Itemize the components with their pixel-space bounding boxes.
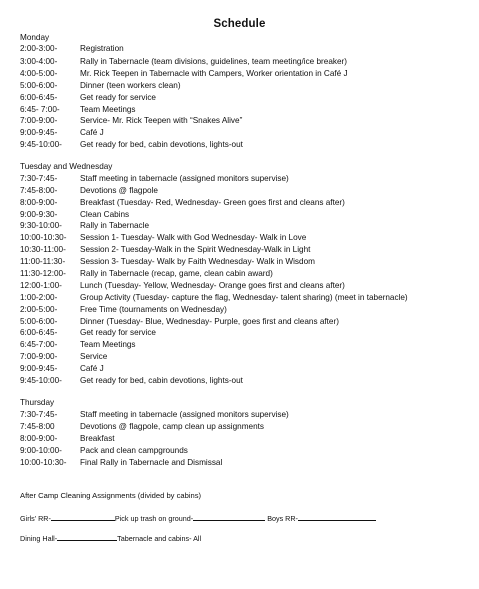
row-event: Breakfast	[80, 434, 115, 443]
row-event: Café J	[80, 364, 104, 373]
row-time: 11:00-11:30-	[20, 257, 66, 266]
row-event: Lunch (Tuesday- Yellow, Wednesday- Orange goes first and cleans after)	[80, 281, 345, 290]
row-time: 5:00-6:00-	[20, 81, 58, 90]
girls-rr-blank[interactable]	[51, 512, 115, 521]
row-time: 9:45-10:00-	[20, 140, 62, 149]
row-event: Breakfast (Tuesday- Red, Wednesday- Green goes first and cleans after)	[80, 198, 345, 207]
row-time: 11:30-12:00-	[20, 269, 66, 278]
row-time: 1:00-2:00-	[20, 293, 58, 302]
row-time: 7:00-9:00-	[20, 116, 58, 125]
row-time: 9:30-10:00-	[20, 221, 62, 230]
row-time: 10:00-10:30-	[20, 233, 67, 242]
dining-hall-label: Dining Hall-	[20, 534, 58, 543]
row-time: 9:00-9:30-	[20, 210, 58, 219]
row-event: Mr. Rick Teepen in Tabernacle with Campers, Worker orientation in Café J	[80, 69, 348, 78]
row-time: 2:00-3:00-	[20, 44, 58, 53]
row-time: 9:45-10:00-	[20, 376, 62, 385]
row-time: 7:45-8:00	[20, 422, 55, 431]
row-event: Registration	[80, 44, 124, 53]
row-time: 6:45-7:00-	[20, 340, 58, 349]
row-time: 4:00-5:00-	[20, 69, 58, 78]
row-event: Pack and clean campgrounds	[80, 446, 188, 455]
row-time: 10:00-10:30-	[20, 458, 67, 467]
row-event: Session 1- Tuesday- Walk with God Wednesday- Walk in Love	[80, 233, 307, 242]
row-event: Rally in Tabernacle	[80, 221, 150, 230]
row-event: Session 2- Tuesday-Walk in the Spirit Wednesday-Walk in Light	[80, 245, 311, 254]
row-time: 7:45-8:00-	[20, 186, 58, 195]
page-title: Schedule	[213, 18, 266, 30]
trash-label: Pick up trash on ground-	[114, 514, 194, 523]
tabernacle-cabins-label: Tabernacle and cabins- All	[117, 534, 202, 543]
row-event: Get ready for bed, cabin devotions, lights-out	[80, 376, 243, 385]
row-time: 5:00-6:00-	[20, 317, 58, 326]
row-event: Service	[80, 352, 108, 361]
row-event: Dinner (Tuesday- Blue, Wednesday- Purple, goes first and cleans after)	[80, 317, 339, 326]
section-heading-tuesday-wednesday: Tuesday and Wednesday	[20, 162, 113, 171]
row-event: Get ready for bed, cabin devotions, lights-out	[80, 140, 243, 149]
row-time: 2:00-5:00-	[20, 305, 58, 314]
row-event: Team Meetings	[80, 340, 136, 349]
row-event: Café J	[80, 128, 104, 137]
section-heading-monday: Monday	[20, 33, 50, 42]
row-event: Staff meeting in tabernacle (assigned monitors supervise)	[80, 174, 289, 183]
cleaning-row-2	[20, 532, 201, 544]
row-event: Get ready for service	[80, 93, 156, 102]
row-event: Team Meetings	[80, 105, 136, 114]
girls-rr-label: Girls’ RR-	[20, 514, 51, 523]
row-time: 10:30-11:00-	[20, 245, 66, 254]
trash-blank[interactable]	[193, 512, 265, 521]
row-time: 12:00-1:00-	[20, 281, 62, 290]
boys-rr-label: Boys RR-	[267, 514, 298, 523]
row-time: 9:00-9:45-	[20, 128, 58, 137]
row-time: 9:00-10:00-	[20, 446, 62, 455]
row-event: Group Activity (Tuesday- capture the flag, Wednesday- talent sharing) (meet in tabernacle)	[80, 293, 408, 302]
dining-hall-blank[interactable]	[57, 532, 117, 541]
row-event: Service- Mr. Rick Teepen with “Snakes Alive”	[80, 116, 243, 125]
row-event: Final Rally in Tabernacle and Dismissal	[80, 458, 223, 467]
row-time: 7:30-7:45-	[20, 410, 58, 419]
row-event: Staff meeting in tabernacle (assigned monitors supervise)	[80, 410, 289, 419]
cleaning-row-1	[20, 512, 376, 524]
row-time: 3:00-4:00-	[20, 57, 58, 66]
row-time: 6:00-6:45-	[20, 328, 58, 337]
row-time: 9:00-9:45-	[20, 364, 58, 373]
row-time: 8:00-9:00-	[20, 434, 58, 443]
section-heading-thursday: Thursday	[20, 398, 55, 407]
row-event: Devotions @ flagpole, camp clean up assignments	[80, 422, 264, 431]
row-time: 7:30-7:45-	[20, 174, 58, 183]
row-time: 7:00-9:00-	[20, 352, 58, 361]
row-time: 6:45- 7:00-	[20, 105, 60, 114]
row-time: 6:00-6:45-	[20, 93, 58, 102]
row-event: Session 3- Tuesday- Walk by Faith Wednesday- Walk in Wisdom	[80, 257, 315, 266]
cleaning-title: After Camp Cleaning Assignments (divided by cabins)	[20, 491, 202, 500]
row-event: Rally in Tabernacle (team divisions, guidelines, team meeting/ice breaker)	[80, 57, 347, 66]
row-event: Rally in Tabernacle (recap, game, clean cabin award)	[80, 269, 273, 278]
row-event: Get ready for service	[80, 328, 156, 337]
row-time: 8:00-9:00-	[20, 198, 58, 207]
row-event: Dinner (teen workers clean)	[80, 81, 181, 90]
row-event: Free Time (tournaments on Wednesday)	[80, 305, 227, 314]
row-event: Devotions @ flagpole	[80, 186, 158, 195]
row-event: Clean Cabins	[80, 210, 130, 219]
boys-rr-blank[interactable]	[298, 512, 376, 521]
